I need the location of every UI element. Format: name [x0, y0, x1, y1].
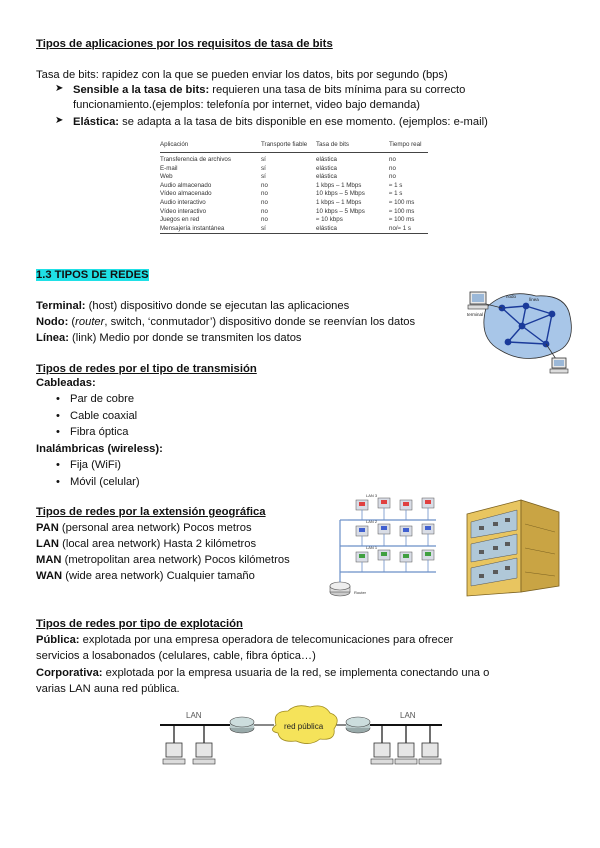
router-icon	[330, 582, 350, 596]
corporate-def: Corporativa: explotada por la empresa usuaria de la red, se implementa conectando una o	[36, 667, 490, 679]
def-node: Nodo: (router, switch, ‘conmutador’) dispositivo donde se reenvían los datos	[36, 316, 416, 328]
svg-text:terminal: terminal	[467, 312, 484, 317]
corporate-def-cont: varias LAN auna red pública.	[36, 683, 180, 695]
table-row: Audio almacenado no 1 kbps – 1 Mbps ≈ 1 s	[160, 181, 403, 189]
lan-2-workstations	[356, 524, 434, 536]
net-pan: PAN (personal area network) Pocos metros	[36, 522, 252, 534]
bitrate-item-elastic: ➤ Elástica: se adapta a la tasa de bits disponible en ese momento. (ejemplos: e-mail)	[55, 115, 488, 128]
wireless-list	[36, 457, 140, 490]
bitrate-item-sensitive: ➤ Sensible a la tasa de bits: requieren una tasa de bits mínima para su correcto funcionamiento.(ejemplos: telefonía por internet, video bajo demanda)	[55, 83, 466, 111]
svg-text:Router: Router	[354, 590, 367, 595]
svg-text:red pública: red pública	[284, 722, 324, 731]
public-def: Pública: explotada por una empresa operadora de telecomunicaciones para ofrecer	[36, 634, 454, 646]
table-header-row: Aplicación Transporte fiable Tasa de bits Tiempo real	[160, 141, 428, 152]
list-item: • Móvil (celular)	[36, 474, 140, 491]
computer-icon	[398, 743, 414, 757]
computer-icon	[196, 743, 212, 757]
list-item: • Fibra óptica	[36, 424, 137, 441]
computer-icon	[374, 743, 390, 757]
svg-text:LAN: LAN	[186, 711, 202, 720]
section-title-extension: Tipos de redes por la extensión geográfica	[36, 506, 266, 518]
table-row: Transferencia de archivos sí elástica no	[160, 156, 396, 164]
public-network-diagram	[150, 703, 450, 775]
table-row: Vídeo almacenado no 10 kbps – 5 Mbps ≈ 1 s	[160, 190, 403, 198]
terminal-computer-icon	[468, 292, 488, 309]
wired-list	[36, 391, 137, 441]
net-man: MAN (metropolitan area network) Pocos kilómetros	[36, 554, 290, 566]
computer-icon	[166, 743, 182, 757]
table-row: Juegos en red no ≈ 10 kbps ≈ 100 ms	[160, 216, 415, 224]
building-image	[461, 494, 565, 598]
svg-text:LAN 3: LAN 3	[366, 493, 378, 498]
wireless-label: Inalámbricas (wireless):	[36, 443, 163, 455]
section-title-exploitation: Tipos de redes por tipo de explotación	[36, 618, 243, 630]
apps-table	[160, 141, 428, 234]
bitrate-intro: Tasa de bits: rapidez con la que se pueden enviar los datos, bits por segundo (bps)	[36, 69, 448, 81]
table-row: Web sí elástica no	[160, 173, 396, 181]
terminal-computer-icon	[550, 358, 568, 373]
table-row: Audio interactivo no 1 kbps – 1 Mbps ≈ 100 ms	[160, 199, 415, 207]
net-wan: WAN (wide area network) Cualquier tamaño	[36, 570, 255, 582]
router-icon	[346, 717, 370, 733]
arrow-icon: ➤	[55, 115, 64, 126]
section-title-network-types: 1.3 TIPOS DE REDES	[36, 269, 149, 281]
svg-text:LAN 2: LAN 2	[366, 519, 378, 524]
svg-text:LAN 1: LAN 1	[366, 545, 378, 550]
def-line: Línea: (link) Medio por donde se transmiten los datos	[36, 332, 302, 344]
arrow-icon: ➤	[55, 83, 64, 94]
table-row: Mensajería instantánea sí elástica no/≈ 1 s	[160, 225, 428, 234]
svg-text:LAN: LAN	[400, 711, 416, 720]
section-title-bitrate: Tipos de aplicaciones por los requisitos de tasa de bits	[36, 38, 333, 50]
router-icon	[230, 717, 254, 733]
def-terminal: Terminal: (host) dispositivo donde se ejecutan las aplicaciones	[36, 300, 350, 312]
table-row: E-mail sí elástica no	[160, 164, 396, 172]
net-lan: LAN (local area network) Hasta 2 kilómetros	[36, 538, 257, 550]
list-item: • Par de cobre	[36, 391, 137, 408]
list-item: • Fija (WiFi)	[36, 457, 140, 474]
lan-3-workstations	[356, 550, 434, 562]
svg-text:línea: línea	[529, 297, 539, 302]
svg-text:nodo: nodo	[506, 294, 517, 299]
list-item: • Cable coaxial	[36, 408, 137, 425]
lan-floors-diagram	[326, 492, 450, 600]
wired-label: Cableadas:	[36, 377, 96, 389]
section-title-transmission: Tipos de redes por el tipo de transmisión	[36, 363, 257, 375]
public-def-cont: servicios a losabonados (celulares, cable, fibra óptica…)	[36, 650, 316, 662]
computer-icon	[422, 743, 438, 757]
network-nodes-diagram	[466, 286, 578, 374]
lan-1-workstations	[356, 498, 434, 510]
table-row: Vídeo interactivo no 10 kbps – 5 Mbps ≈ 100 ms	[160, 207, 415, 215]
